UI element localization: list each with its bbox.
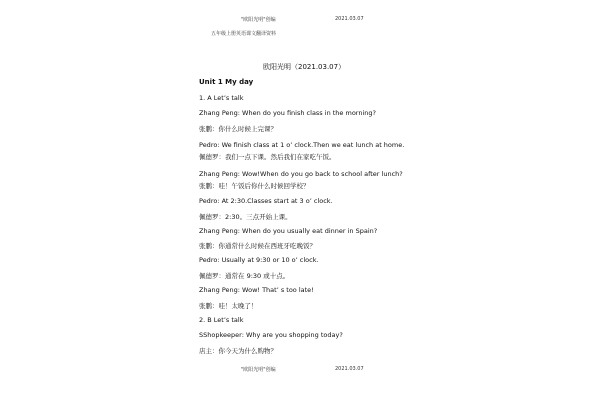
dialogue-line-zh: 佩德罗：通常在 9:30 或十点。	[199, 272, 290, 280]
dialogue-line-en: Zhang Peng: When do you usually eat dinner in Spain?	[199, 227, 378, 235]
dialogue-line-en: Zhang Peng: When do you finish class in the morning?	[199, 109, 376, 117]
footer-date: 2021.03.07	[335, 366, 364, 372]
document-subtitle: 五年级上册英语课文翻译资料	[211, 31, 277, 37]
dialogue-line-zh: 张鹏：哇！午饭后你什么时候回学校？	[199, 182, 310, 190]
dialogue-line-zh: 张鹏：你什么时候上完课？	[199, 125, 277, 133]
section-heading-a: 1. A Let’s talk	[199, 94, 244, 102]
dialogue-line-zh: 佩德罗：我们一点下课。然后我们在家吃午饭。	[199, 153, 336, 161]
dialogue-line-en: Pedro: Usually at 9:30 or 10 o’ clock.	[199, 256, 319, 264]
footer-author: "欧阳光明"创编	[241, 367, 276, 373]
unit-heading: Unit 1 My day	[199, 78, 254, 86]
dialogue-line-en: Pedro: At 2:30.Classes start at 3 o’ clock.	[199, 197, 333, 205]
dialogue-line-zh: 佩德罗：2:30。三点开始上课。	[199, 213, 292, 221]
dialogue-line-en: SShopkeeper: Why are you shopping today?	[199, 331, 343, 339]
dialogue-line-en: Pedro: We finish class at 1 o’ clock.Then we eat lunch at home.	[199, 141, 405, 149]
dialogue-line-zh: 张鹏：你通常什么时候在西班牙吃晚饭？	[199, 242, 316, 250]
dialogue-line-zh: 店主：你今天为什么购物？	[199, 347, 277, 355]
header-author: "欧阳光明"创编	[241, 17, 276, 23]
dialogue-line-en: Zhang Peng: Wow!When do you go back to school after lunch?	[199, 170, 403, 178]
header-date: 2021.03.07	[335, 16, 364, 22]
section-heading-b: 2. B Let’s talk	[199, 316, 244, 324]
dialogue-line-en: Zhang Peng: Wow! That’ s too late!	[199, 286, 314, 294]
dialogue-line-zh: 张鹏：哇！太晚了！	[199, 302, 258, 310]
document-title: 欧阳光明（2021.03.07）	[263, 63, 346, 71]
